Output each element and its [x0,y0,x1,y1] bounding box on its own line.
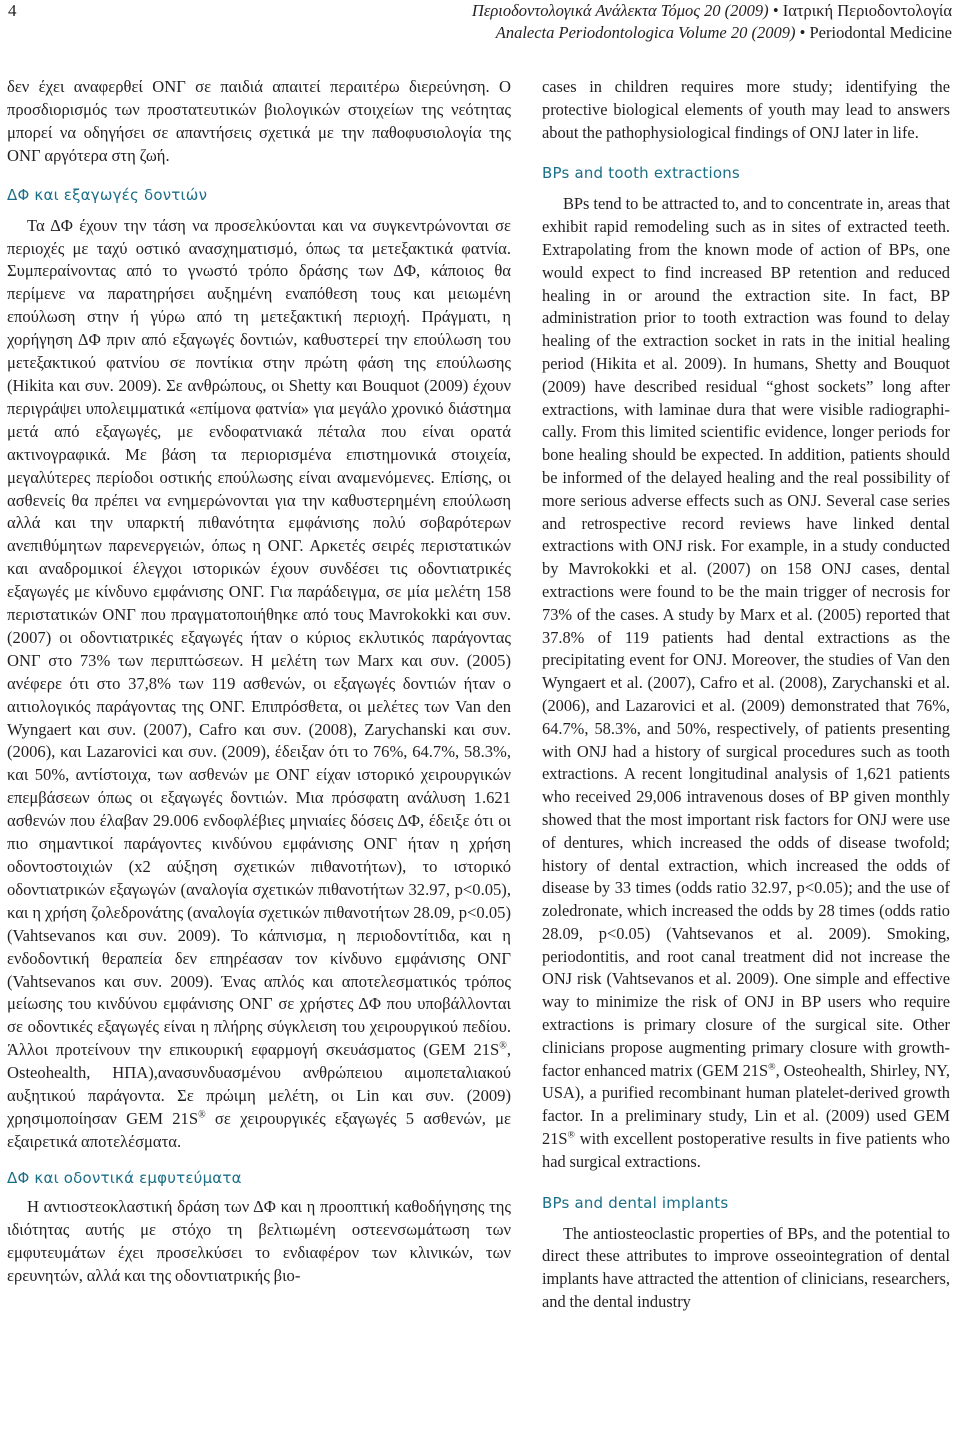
greek-column [7,76,511,1287]
english-intro-paragraph: cases in children requires more study; identifying the protective biological elements of youth may lead to answers about the pathophysiological findings of ONJ later in life. [542,77,950,142]
greek-paragraph-extractions [7,215,511,1154]
registered-mark: ® [198,1109,206,1121]
registered-mark: ® [567,1129,575,1141]
journal-title-greek: Περιοδοντολογικά Ανάλεκτα [471,1,657,20]
running-header [472,0,952,44]
greek-paragraph-extractions-text-3: σε χειρουργικές εξαγωγές 5 ασθενών, με εξαιρετικά αποτελέσματα. [7,1108,512,1151]
english-paragraph-extractions-text-3: with excellent postoperative results in five patients who had surgical extractions. [542,1129,950,1171]
header-bullet: • [799,23,806,42]
english-paragraph-implants: The antiosteoclastic properties of BPs, and the potential to direct these attributes to improve osseointegration of dental implants have attracted the attention of clinicians, researchers, and the dental industry [542,1223,950,1312]
english-heading-extractions: BPs and tooth extractions [542,164,740,183]
english-column [542,76,950,1314]
greek-heading-extractions: ΔΦ και εξαγωγές δοντιών [7,185,208,204]
english-paragraph-extractions [542,193,950,1173]
greek-paragraph-extractions-text: Τα ΔΦ έχουν την τάση να προσελκύονται και να συγκεντρώνονται σε περιοχές με ταχύ οστικό ανασχηματισμό, όπως τα μετεξακτικά φατνία. Συμπεραίνοντας από το γνωστό τρόπο δράσης των ΔΦ, κάποιος θα περίμενε να παρατηρήσει αυξημένη εναπόθεση τους και μειωμένη επούλωση στην ή γύρω από τη μετεξακτική περιοχή. Πράγματι, η χορήγηση ΔΦ πριν από εξαγωγές δοντιών, καθυστερεί την επούλωση του μετεξακτικού φατνίου σε ποντίκια στην πρώτη φάση της επούλωσης (Hikita και συν. 2009). Σε ανθρώπους, οι Shetty και Bouquot (2009) έχουν περιγράψει υπολειμματικά «επίμονα φατνία» για μεγάλο χρονικό διάστημα μετά από εξαγωγές, με ενδοφατνιακά πέταλα που είναι ορατά ακτινογραφικά. Με βάση τα περιορισμένα επιστημονικά στοιχεία, μεγαλύτερες περίοδοι οστικής επούλωσης είναι αναμενόμενες. Επίσης, οι ασθενείς θα πρέπει να ενημερώνονται για την καθυστερημένη επούλωση αλλά και την υπαρκτή πιθανότητα εμφάνισης πολύ σοβαρότερων ανεπιθύμητων παρενεργειών, όπως η ΟΝΓ. Αρκετές σειρές περιστατικών και αναδρομικοί έλεγχοι ιστορικών έχουν συνδέσει τις οδοντιατρικές εξαγωγές με κίνδυνο εμφάνισης ΟΝΓ. Για παράδειγμα, σε μία μελέτη 158 περιστατικών ΟΝΓ που πραγματοποιήθηκε από τους Mavrokokki και συν. (2007) οι οδοντιατρικές εξαγωγές ήταν ο κύριος εκλυτικός παράγοντας ΟΝΓ στο 73% των περιπτώσεων. Η μελέτη των Marx και συν. (2005) ανέφερε ότι στο 37,8% των 119 ασθενών, οι εξαγωγές δοντιών ήταν ο αιτιολογικός παράγοντας της ΟΝΓ. Επιπρόσθετα, οι μελέτες των Van den Wyngaert και συν. (2007), Cafro και συν. (2008), Zarychanski και συν. (2006), και Lazarovici και συν. (2009), έδειξαν ότι το 76%, 64.7%, 58.3%, και 50%, αντίστοιχα, των ασθενών με ΟΝΓ είχαν ιστορικό χειρουργικών επεμβάσεων όπως οι εξαγωγές δοντιών. Μια πρόσφατη ανάλυση 1.621 ασθενών που έλαβαν 29.006 ενδοφλέβιες μηνιαίες δόσεις ΔΦ, έδειξε ότι οι πιο σημαντικοί παράγοντες κινδύνου εμφάνισης ΟΝΓ ήταν η χρήση οδοντοστοιχιών (x2 αύξηση σχετικών πιθανοτήτων), το ιστορικό οδοντιατρικών εξαγωγών (αναλογία σχετικών πιθανοτήτων 32.97, p<0.05), και η χρήση ζολεδρονάτης (αναλογία σχετικών πιθανοτήτων 28.09, p<0.05) (Vahtsevanos και συν. 2009). Το κάπνισμα, η περιοδοντίτιδα, και η ενδοδοντική θεραπεία δεν επηρέασαν τον κίνδυνο εμφάνισης ΟΝΓ (Vahtsevanos και συν. 2009). Ένας απλός και αποτελεσματικός τρόπος μείωσης του κινδύνου εμφάνισης ΟΝΓ σε χρήστες ΔΦ που υποβάλλονται σε οδοντικές εξαγωγές είναι η πλήρης σύγκλειση του χειρουργικού πεδίου. Άλλοι προτείνουν την επικουρική εφαρμογή σκευάσματος (GEM 21S [7,215,511,1060]
volume-english: Volume 20 (2009) [678,23,796,42]
greek-paragraph-implants: Η αντιοστεοκλαστική δράση των ΔΦ και η προοπτική καθοδήγησης της ιδιότητας αυτής με στόχο τη βελτιωμένη οστεενσωμάτωση των εμφυτευμάτων έχει προσελκύσει το ενδιαφέρον των κλινικών, των ερευνητών, αλλά και της οδοντιατρικής βιο- [7,1196,511,1285]
english-paragraph-extractions-text-2: , Osteohealth, Shirley, NY, USA), a purified recombinant human platelet-derived growth factor. In a preliminary study, Lin et al. (2009) used GEM 21S [542,1060,950,1149]
section-english: Periodontal Medicine [809,23,952,42]
greek-intro-paragraph: δεν έχει αναφερθεί ΟΝΓ σε παιδιά απαιτεί περαιτέρω διερεύνηση. Ο προσδιορισμός των προστατευτικών βιολογικών στοιχείων της νεότητας μπορεί να οδηγήσει σε απαντήσεις σχετικά με την παθοφυσιολογία της ΟΝΓ αργότερα στη ζωή. [7,77,511,165]
registered-mark: ® [768,1061,776,1073]
running-header-english [472,22,952,44]
greek-heading-implants: ΔΦ και οδοντικά εμφυτεύματα [7,1168,242,1187]
running-header-greek [472,0,952,22]
journal-title-english: Analecta Periodontologica [495,23,674,42]
greek-paragraph-extractions-text-2: , Osteohealth, ΗΠΑ),ανασυνδυασμένου ανθρώπειου αιμοπεταλιακού αυξητικού παράγοντα. Σε πρώιμη μελέτη, οι Lin και συν. (2009) χρησιμοποίησαν GEM 21S [7,1040,511,1128]
registered-mark: ® [499,1040,507,1052]
volume-greek: Τόμος 20 (2009) [660,1,769,20]
page-number: 4 [8,1,17,20]
section-greek: Ιατρική Περιοδοντολογία [782,1,952,20]
english-heading-implants: BPs and dental implants [542,1193,729,1212]
header-bullet: • [772,1,779,20]
english-paragraph-extractions-text: BPs tend to be attracted to, and to concentrate in, areas that exhibit rapid remodeling such as in sites of extracted teeth. Extrapolating from the known mode of action of BPs, one would expect to find increased BP retention and reduced healing in or around the extraction site. In fact, BP administration prior to tooth extraction was found to delay healing of the extraction socket in rats in the initial healing period (Hikita et al. 2009). In humans, Shetty and Bouquot (2009) have described residual “ghost sockets” long after extractions, with laminae dura that were visible radiographically. From this limited scientific evidence, longer periods for bone healing should be expected. In addition, patients should be informed of the delayed healing and the real possibility of more serious adverse effects such as ONJ. Several case series and retrospective record reviews have linked dental extractions with ONJ risk. For example, in a study conducted by Mavrokokki et al. (2007) on 158 ONJ cases, dental extractions were found to be the main trigger of necrosis for 73% of the cases. A study by Marx et al. (2005) reported that 37.8% of 119 patients had dental extractions as the precipitating event for ONJ. Moreover, the studies of Van den Wyngaert et al. (2007), Cafro et al. (2008), Zarychanski et al. (2006), and Lazarovici et al. (2009) demonstrated that 76%, 64.7%, 58.3%, and 50%, respectively, of patients presenting with ONJ had a history of surgical procedures such as tooth extractions. A recent longitudinal analysis of 1,621 patients who received 29,006 intravenous doses of BP given monthly showed that the most important risk factors for ONJ were use of dentures, which increased the odds of disease twofold; history of dental extraction, which increased the odds of disease by 33 times (odds ratio 32.97, p<0.05); and the use of zoledronate, which increased the odds by 28 times (odds ratio 28.09, p<0.05) (Vahtsevanos et al. 2009). Smoking, periodontitis, and root canal treatment did not increase the ONJ risk (Vahtsevanos et al. 2009). One simple and effective way to minimize the risk of ONJ in BP users who require extractions is primary closure of the surgical site. Other clinicians propose augmenting primary closure with growth-factor enhanced matrix (GEM 21S [542,194,950,1080]
